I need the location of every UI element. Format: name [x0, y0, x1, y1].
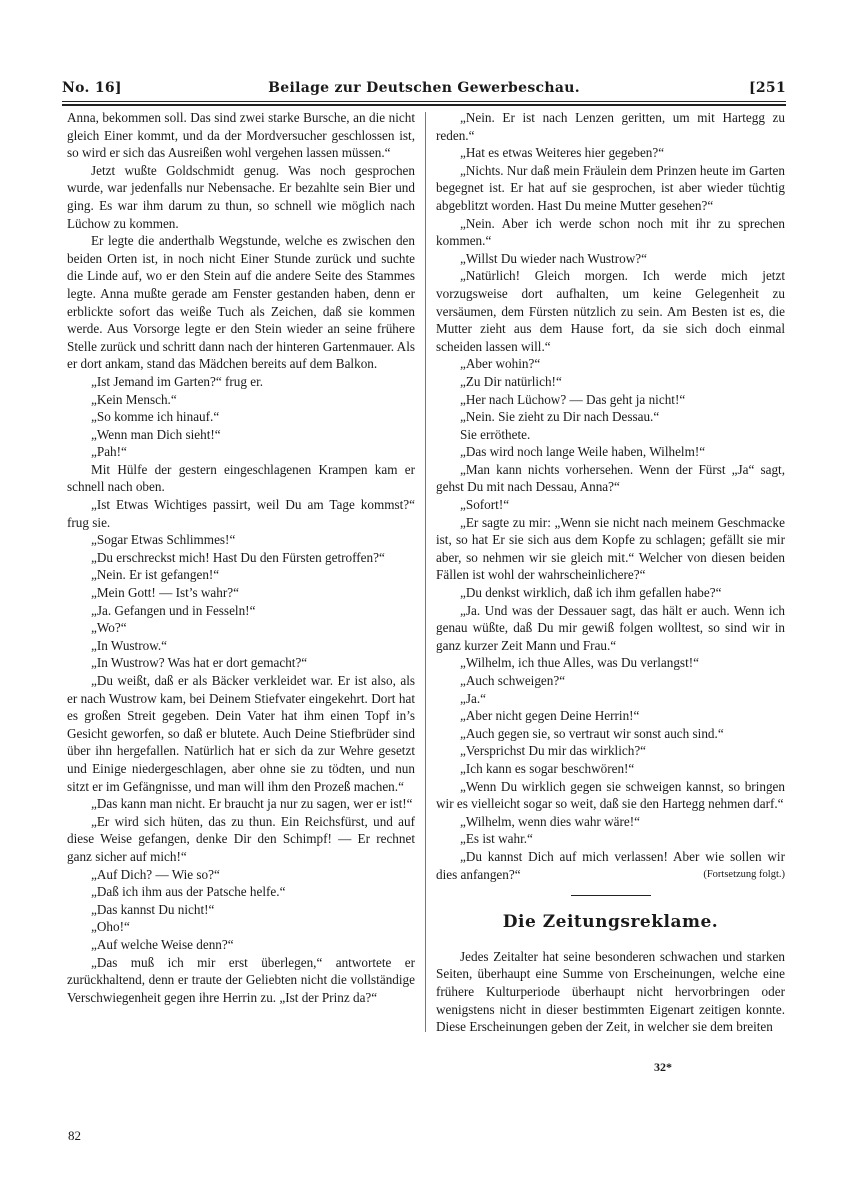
folio-number: 82 — [68, 1128, 81, 1143]
paragraph: „Oho!“ — [91, 919, 130, 935]
paragraph: „Du denkst wirklich, daß ich ihm gefallen habe?“ — [460, 585, 722, 601]
paragraph: „Aber wohin?“ — [460, 356, 541, 372]
paragraph: „In Wustrow? Was hat er dort gemacht?“ — [91, 655, 308, 671]
section-body: Jedes Zeitalter hat seine besonderen schwachen und starken Seiten, überhaupt eine Summe von Erscheinungen, welche eine frühere Kulturperiode überhaupt nicht hervorbringen oder wenigstens nicht in dieser bestimmten Eigenart zeitigen konnte. Diese Erscheinungen geben der Zeit, in welcher sie dem breiten — [436, 948, 785, 1035]
paragraph: „Wilhelm, ich thue Alles, was Du verlangst!“ — [460, 655, 699, 671]
paragraph: „Zu Dir natürlich!“ — [460, 373, 562, 389]
paragraph: „Ja. Und was der Dessauer sagt, das hält er auch. Wenn ich genau wüßte, daß Du mir gewiß folgen wolltest, so sind wir in ganz kurzer Zeit Mann und Frau.“ — [436, 602, 785, 653]
paragraph: Er legte die anderthalb Wegstunde, welche es zwischen den beiden Orten ist, in noch nicht Einer Stunde zurück und suchte die Linde auf, wo er den Stein auf die andere Seite des Stammes legte. Anna mußte gerade am Fenster gestanden haben, denn er erblickte sofort das weiße Tuch als Zeichen, daß sie kommen werde. Aus Vorsorge legte er den Stein wieder an seine frühere Stelle zurück und schritt dann nach der hinteren Gartenmauer. Als er dort ankam, stand das Mädchen bereits auf dem Balkon. — [67, 233, 415, 372]
issue-number: No. 16] — [62, 80, 122, 96]
paragraph: „Es ist wahr.“ — [460, 831, 533, 847]
paragraph: „Er wird sich hüten, das zu thun. Ein Reichsfürst, und auf diese Weise gefangen, denke Dir den Schimpf! — Er rechnet ganz sicher auf mich!“ — [67, 813, 415, 864]
paragraph: „Nein. Er ist gefangen!“ — [91, 567, 220, 583]
paragraph: Jetzt wußte Goldschmidt genug. Was noch gesprochen wurde, war jedenfalls nur Nebensache. Er bezahlte sein Bier und ging. Es war ihm darum zu thun, so schnell wie möglich nach Lüchow zu kommen. — [67, 162, 415, 231]
paragraph: „Wenn man Dich sieht!“ — [91, 426, 221, 442]
paragraph: „Pah!“ — [91, 444, 127, 460]
paragraph: „Sogar Etwas Schlimmes!“ — [91, 532, 236, 548]
paragraph: „Ja.“ — [460, 690, 486, 706]
paragraph: „Auch schweigen?“ — [460, 673, 566, 688]
paragraph: „Versprichst Du mir das wirklich?“ — [460, 743, 647, 759]
running-title: Beilage zur Deutschen Gewerbeschau. — [268, 80, 580, 96]
left-column — [67, 109, 415, 1006]
paragraph: Sie erröthete. — [460, 426, 531, 442]
paragraph: „Ist Jemand im Garten?“ frug er. — [91, 373, 264, 389]
paragraph: „Mein Gott! — Ist’s wahr?“ — [91, 585, 239, 601]
page-header — [62, 76, 786, 106]
continuation-note: (Fortsetzung folgt.) — [703, 868, 785, 880]
paragraph: „Du weißt, daß er als Bäcker verkleidet war. Er ist also, als er nach Wustrow kam, bei Deinem Stiefvater eingekehrt. Dort hat es großen Streit gegeben. Dein Vater hat ihm einen Topf in’s Gesicht geworfen, so daß er blutete. Auch Deine Stiefbrüder sind über ihn hergefallen. Natürlich hat er sich da zur Wehre gesetzt und Einige niedergeschlagen, aber ohne sie zu tödten, und nun sitzt er im Gefängnisse, und man will ihm den Prozeß machen.“ — [67, 673, 415, 794]
paragraph: Mit Hülfe der gestern eingeschlagenen Krampen kam er schnell nach oben. — [67, 461, 415, 495]
paragraph: „Das kann man nicht. Er braucht ja nur zu sagen, wer er ist!“ — [91, 796, 413, 812]
paragraph: „Wenn Du wirklich gegen sie schweigen kannst, so bringen wir es vielleicht sogar so weit, daß sie den Hartegg nehmen darf.“ — [436, 778, 785, 812]
paragraph: „Natürlich! Gleich morgen. Ich werde mich jetzt vorzugsweise dort aufhalten, um keine Gelegenheit zu versäumen, dem Fürsten nützlich zu sein. Am Besten ist es, die Mutter zieht aus dem Hause fort, da sie sich doch einmal scheiden lassen will.“ — [436, 268, 785, 354]
paragraph: „Nein. Aber ich werde schon noch mit ihr zu sprechen kommen.“ — [436, 215, 785, 249]
story-paragraphs — [436, 109, 785, 883]
printer-signature: 32* — [654, 1060, 672, 1074]
paragraph: „Das wird noch lange Weile haben, Wilhelm!“ — [460, 444, 706, 460]
paragraph: „Das kannst Du nicht!“ — [91, 901, 215, 917]
paragraph: „Ich kann es sogar beschwören!“ — [460, 760, 635, 776]
paragraph: „Her nach Lüchow? — Das geht ja nicht!“ — [460, 391, 686, 407]
header-rule — [62, 104, 786, 106]
page-number: [251 — [748, 80, 786, 96]
paragraph: „Wo?“ — [91, 620, 127, 636]
paragraph: „Willst Du wieder nach Wustrow?“ — [460, 250, 647, 266]
paragraph: „Aber nicht gegen Deine Herrin!“ — [460, 708, 640, 724]
paragraph: „Daß ich ihm aus der Patsche helfe.“ — [91, 884, 286, 900]
paragraph: „Wilhelm, wenn dies wahr wäre!“ — [460, 813, 640, 829]
right-column — [436, 109, 785, 1036]
paragraph: „Auch gegen sie, so vertraut wir sonst auch sind.“ — [460, 725, 724, 741]
paragraph: „Kein Mensch.“ — [91, 391, 177, 407]
paragraph: „Auf Dich? — Wie so?“ — [91, 866, 220, 882]
section-separator — [571, 895, 651, 896]
paragraph: „Nichts. Nur daß mein Fräulein dem Prinzen heute im Garten begegnet ist. Er hat auf sie gesprochen, ist aber wieder tüchtig abgeblitzt worden. Hast Du meine Mutter gesehen?“ — [436, 162, 785, 213]
paragraph: „Ist Etwas Wichtiges passirt, weil Du am Tage kommst?“ frug sie. — [67, 497, 415, 530]
paragraph: „Du kannst Dich auf mich verlassen! Aber wie sollen wir dies anfangen?“ — [436, 848, 785, 882]
paragraph: „So komme ich hinauf.“ — [91, 409, 220, 425]
column-divider — [425, 112, 426, 1032]
section-title: Die Zeitungsreklame. — [502, 912, 719, 933]
paragraph: Anna, bekommen soll. Das sind zwei starke Bursche, an die nicht gleich Einer kommt, und da der Mordversucher geschlossen ist, so wird er sich das Ausreißen wohl vergehen lassen müssen.“ — [67, 110, 415, 161]
paragraph: „Sofort!“ — [460, 497, 510, 513]
paragraph: „Nein. Sie zieht zu Dir nach Dessau.“ — [460, 409, 660, 425]
paragraph: „Ja. Gefangen und in Fesseln!“ — [91, 602, 256, 618]
paragraph: „In Wustrow.“ — [91, 637, 168, 653]
paragraph: „Nein. Er ist nach Lenzen geritten, um mit Hartegg zu reden.“ — [436, 110, 785, 143]
paragraph: „Du erschreckst mich! Hast Du den Fürsten getroffen?“ — [91, 549, 385, 565]
paragraph: „Man kann nichts vorhersehen. Wenn der Fürst „Ja“ sagt, gehst Du mit nach Dessau, Anna?“ — [436, 461, 785, 495]
paragraph: „Das muß ich mir erst überlegen,“ antwortete er zurückhaltend, denn er traute der Geliebten nicht die vollständige Verschwiegenheit gegen ihre Herrin zu. „Ist der Prinz da?“ — [67, 954, 415, 1005]
paragraph: „Er sagte zu mir: „Wenn sie nicht nach meinem Geschmacke ist, so hat Er sie sich aus dem Kopfe zu schlagen; gefällt sie mir aber, so nehmen wir sie gleich mit.“ Welcher von diesen beiden Fällen ist wohl der wahrscheinlichere?“ — [436, 514, 785, 583]
header-rule-thin — [62, 101, 786, 102]
paragraph: „Hat es etwas Weiteres hier gegeben?“ — [460, 145, 665, 161]
paragraph: „Auf welche Weise denn?“ — [91, 936, 234, 952]
